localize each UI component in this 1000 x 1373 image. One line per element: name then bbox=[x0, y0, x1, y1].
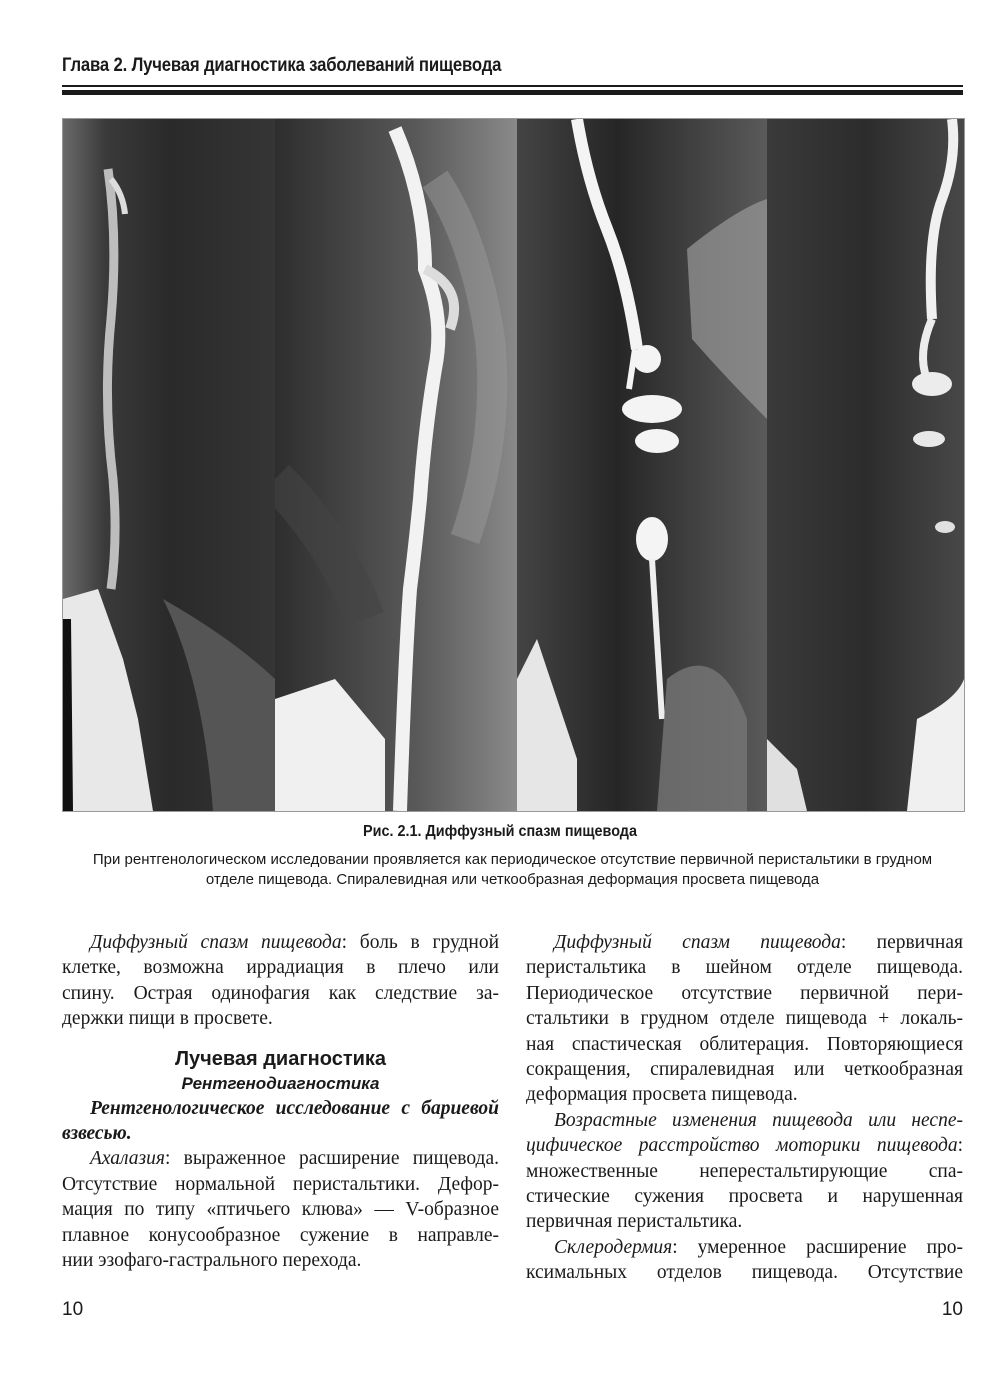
text-line: Отсутствие нормальной перистальтики. Дефор- bbox=[62, 1173, 499, 1195]
xray-panel-3 bbox=[517, 119, 767, 811]
text: : умеренное расширение про- bbox=[672, 1236, 963, 1258]
text-line: Периодическое отсутствие первичной пери- bbox=[526, 982, 963, 1004]
xray-panel-2 bbox=[275, 119, 517, 811]
term: Ахалазия bbox=[90, 1148, 165, 1170]
section-heading: Лучевая диагностика bbox=[174, 1047, 387, 1070]
text: : bbox=[957, 1135, 963, 1157]
text-line: множественные неперестальтирующие спа- bbox=[526, 1160, 963, 1182]
text-line bbox=[526, 1133, 963, 1158]
text-line: стальтики в грудном отделе пищевода + локаль- bbox=[526, 1008, 963, 1030]
text-line: ксимальных отделов пищевода. Отсутствие bbox=[526, 1262, 963, 1284]
text-line: перистальтика в шейном отделе пищевода. bbox=[526, 957, 963, 979]
method-heading-line: Рентгенологическое исследование с бариевой bbox=[90, 1097, 499, 1119]
term: Склеродермия bbox=[554, 1236, 673, 1258]
header-rule-thin bbox=[62, 85, 963, 87]
text-line bbox=[526, 1235, 963, 1260]
left-column bbox=[62, 930, 499, 1273]
text-line bbox=[62, 1146, 499, 1171]
page-number-right: 10 bbox=[941, 1299, 963, 1320]
text: : боль в грудной bbox=[341, 932, 500, 953]
text-line: держки пищи в просвете. bbox=[62, 1008, 273, 1030]
right-column bbox=[526, 930, 963, 1286]
text-line: первичная перистальтика. bbox=[526, 1211, 743, 1233]
term: Диффузный спазм пищевода bbox=[90, 932, 342, 953]
term: Диффузный спазм пищевода bbox=[554, 932, 841, 953]
xray-panel-4 bbox=[767, 119, 964, 811]
text-line: клетке, возможна иррадиация в плечо или bbox=[62, 957, 499, 979]
text-line bbox=[526, 930, 963, 955]
method-heading-line: взвесью. bbox=[62, 1123, 132, 1145]
text-line: нии эзофаго-гастрального перехода. bbox=[62, 1250, 362, 1272]
text-line: спину. Острая одинофагия как следствие за- bbox=[62, 982, 499, 1004]
xray-figure bbox=[62, 118, 965, 812]
figure-description-line: При рентгенологическом исследовании проявляется как периодическое отсутствие первичной перистальтики в грудном bbox=[92, 851, 933, 868]
text-line bbox=[62, 930, 499, 955]
text: : первичная bbox=[840, 932, 963, 953]
term: цифическое расстройство моторики пищевода bbox=[526, 1135, 958, 1157]
text: : выраженное расширение пищевода. bbox=[164, 1148, 499, 1170]
text-line bbox=[526, 1108, 963, 1133]
text-line: ная спастическая облитерация. Повторяющиеся bbox=[526, 1033, 963, 1055]
text-line: плавное конусообразное сужение в направле- bbox=[62, 1224, 499, 1246]
header-rule-thick bbox=[62, 90, 963, 95]
text-line: деформация просвета пищевода. bbox=[526, 1084, 798, 1106]
section-subheading: Рентгенодиагностика bbox=[181, 1073, 380, 1093]
term: Возрастные изменения пищевода или неспе- bbox=[554, 1109, 963, 1131]
text-line: мация по типу «птичьего клюва» — V-образное bbox=[62, 1199, 499, 1221]
xray-panel-1 bbox=[63, 119, 275, 811]
page-number-left: 10 bbox=[62, 1299, 84, 1320]
chapter-title: Глава 2. Лучевая диагностика заболеваний пищевода bbox=[62, 55, 502, 76]
text-line: стические сужения просвета и нарушенная bbox=[526, 1186, 963, 1208]
figure-description-line: отделе пищевода. Спиралевидная или четкообразная деформация просвета пищевода bbox=[205, 871, 820, 888]
figure-description bbox=[62, 850, 963, 890]
text-line: сокращения, спиралевидная или четкообразная bbox=[526, 1059, 963, 1081]
figure-title: Рис. 2.1. Диффузный спазм пищевода bbox=[363, 823, 637, 840]
